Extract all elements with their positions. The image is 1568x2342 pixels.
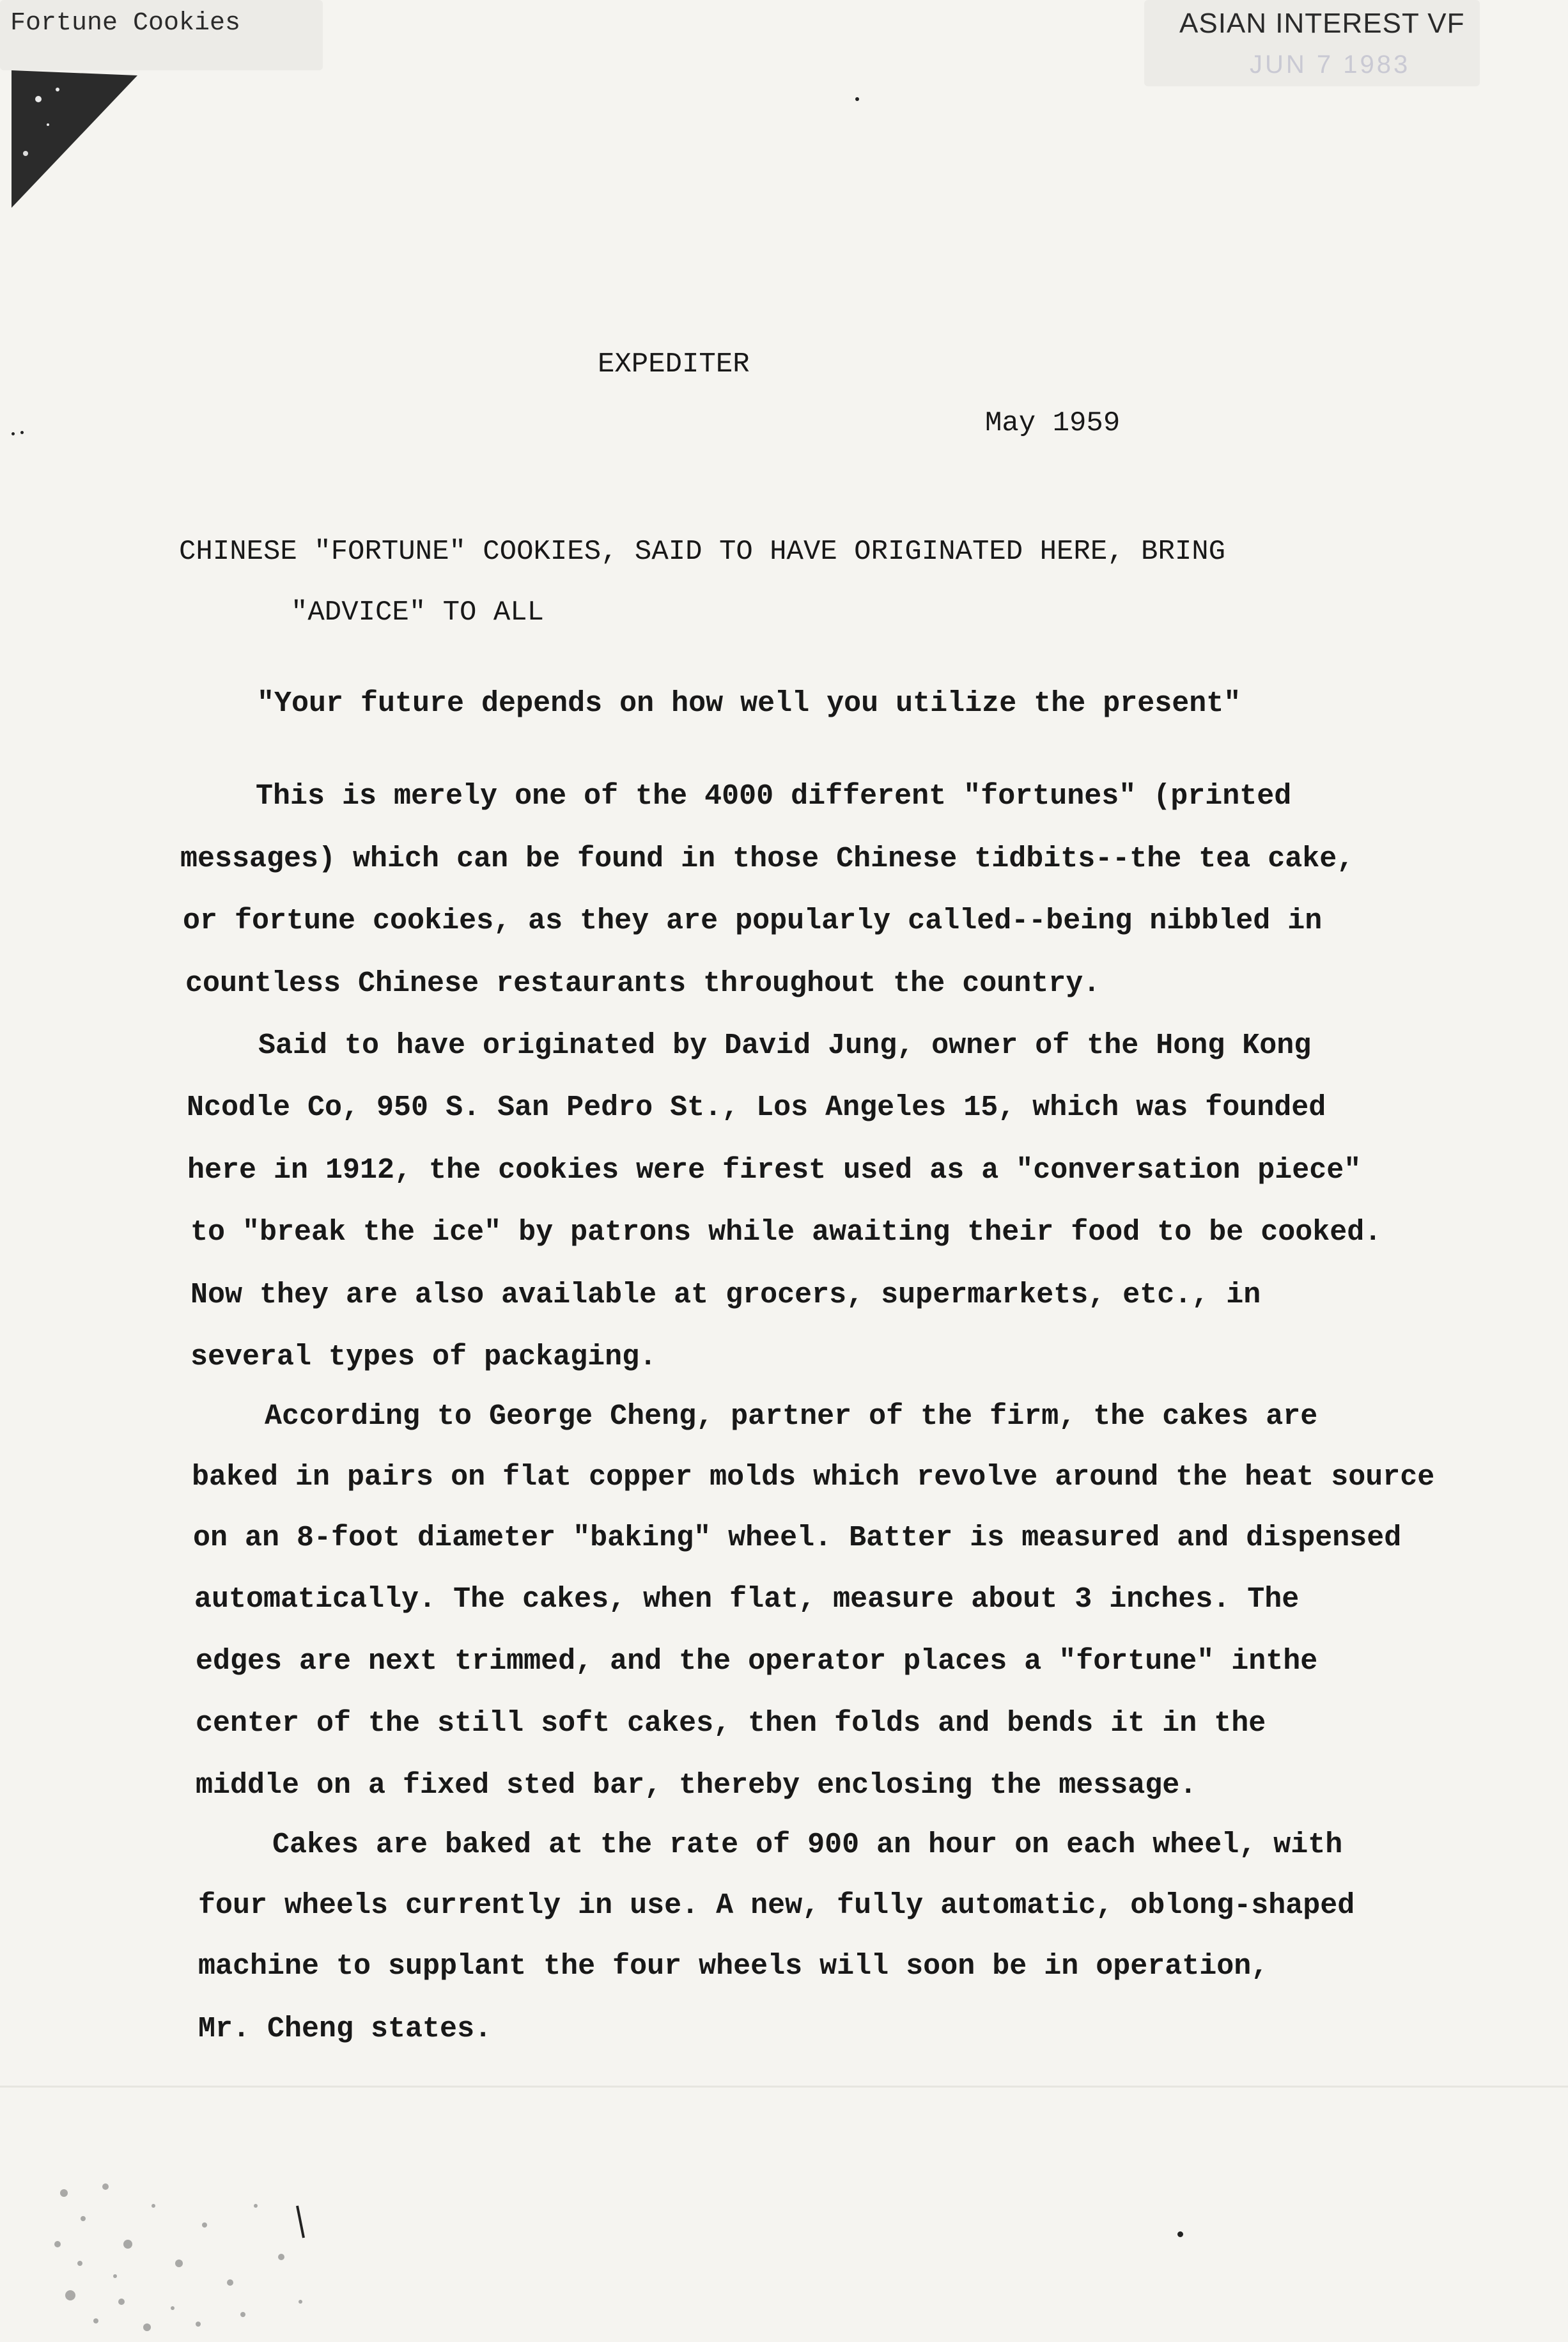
body-line: or fortune cookies, as they are popularly called--being nibbled in bbox=[183, 905, 1323, 937]
body-line: several types of packaging. bbox=[190, 1341, 657, 1373]
folder-label-text-right: ASIAN INTEREST VF bbox=[1179, 8, 1465, 39]
headline-line-2: "ADVICE" TO ALL bbox=[291, 597, 545, 628]
body-line: Said to have originated by David Jung, owner of the Hong Kong bbox=[258, 1029, 1312, 1062]
body-line: Cakes are baked at the rate of 900 an hour on each wheel, with bbox=[272, 1829, 1343, 1861]
fold-line bbox=[0, 2086, 1568, 2088]
speck bbox=[12, 432, 15, 435]
body-line: countless Chinese restaurants throughout the country. bbox=[185, 967, 1101, 1000]
ink-smudge bbox=[45, 2167, 326, 2340]
body-line: to "break the ice" by patrons while awaiting their food to be cooked. bbox=[190, 1216, 1382, 1249]
body-line: edges are next trimmed, and the operator places a "fortune" inthe bbox=[196, 1645, 1318, 1678]
body-line: Ncodle Co, 950 S. San Pedro St., Los Angeles 15, which was founded bbox=[187, 1091, 1326, 1124]
corner-mark bbox=[0, 64, 147, 211]
body-line: here in 1912, the cookies were firest used as a "conversation piece" bbox=[187, 1154, 1362, 1187]
publication-date: May 1959 bbox=[985, 407, 1121, 439]
date-stamp bbox=[1243, 40, 1435, 84]
speck bbox=[855, 97, 859, 101]
speck bbox=[1177, 2231, 1183, 2237]
folder-label-right bbox=[1144, 0, 1480, 86]
body-line: Mr. Cheng states. bbox=[198, 2013, 492, 2045]
headline-line-1: CHINESE "FORTUNE" COOKIES, SAID TO HAVE ORIGINATED HERE, BRING bbox=[179, 536, 1226, 568]
speck bbox=[20, 431, 24, 434]
body-line: middle on a fixed sted bar, thereby enclosing the message. bbox=[196, 1769, 1197, 1802]
publication-name: EXPEDITER bbox=[598, 348, 750, 380]
quote-line: "Your future depends on how well you utilize the present" bbox=[257, 687, 1241, 720]
body-line: According to George Cheng, partner of the firm, the cakes are bbox=[265, 1400, 1318, 1433]
body-line: Now they are also available at grocers, supermarkets, etc., in bbox=[190, 1279, 1261, 1311]
body-line: This is merely one of the 4000 different "fortunes" (printed bbox=[256, 780, 1292, 813]
body-line: automatically. The cakes, when flat, measure about 3 inches. The bbox=[194, 1583, 1300, 1616]
body-line: baked in pairs on flat copper molds which revolve around the heat source bbox=[192, 1461, 1435, 1494]
body-line: four wheels currently in use. A new, fully automatic, oblong-shaped bbox=[198, 1889, 1355, 1922]
body-line: center of the still soft cakes, then folds and bends it in the bbox=[196, 1707, 1266, 1740]
stamp-date-text: JUN 7 1983 bbox=[1250, 51, 1411, 79]
folder-label-text: Fortune Cookies bbox=[10, 9, 241, 38]
folder-label-left bbox=[0, 0, 323, 70]
body-line: messages) which can be found in those Chinese tidbits--the tea cake, bbox=[180, 843, 1355, 875]
body-line: on an 8-foot diameter "baking" wheel. Batter is measured and dispensed bbox=[193, 1522, 1402, 1554]
body-line: machine to supplant the four wheels will soon be in operation, bbox=[198, 1950, 1269, 1983]
